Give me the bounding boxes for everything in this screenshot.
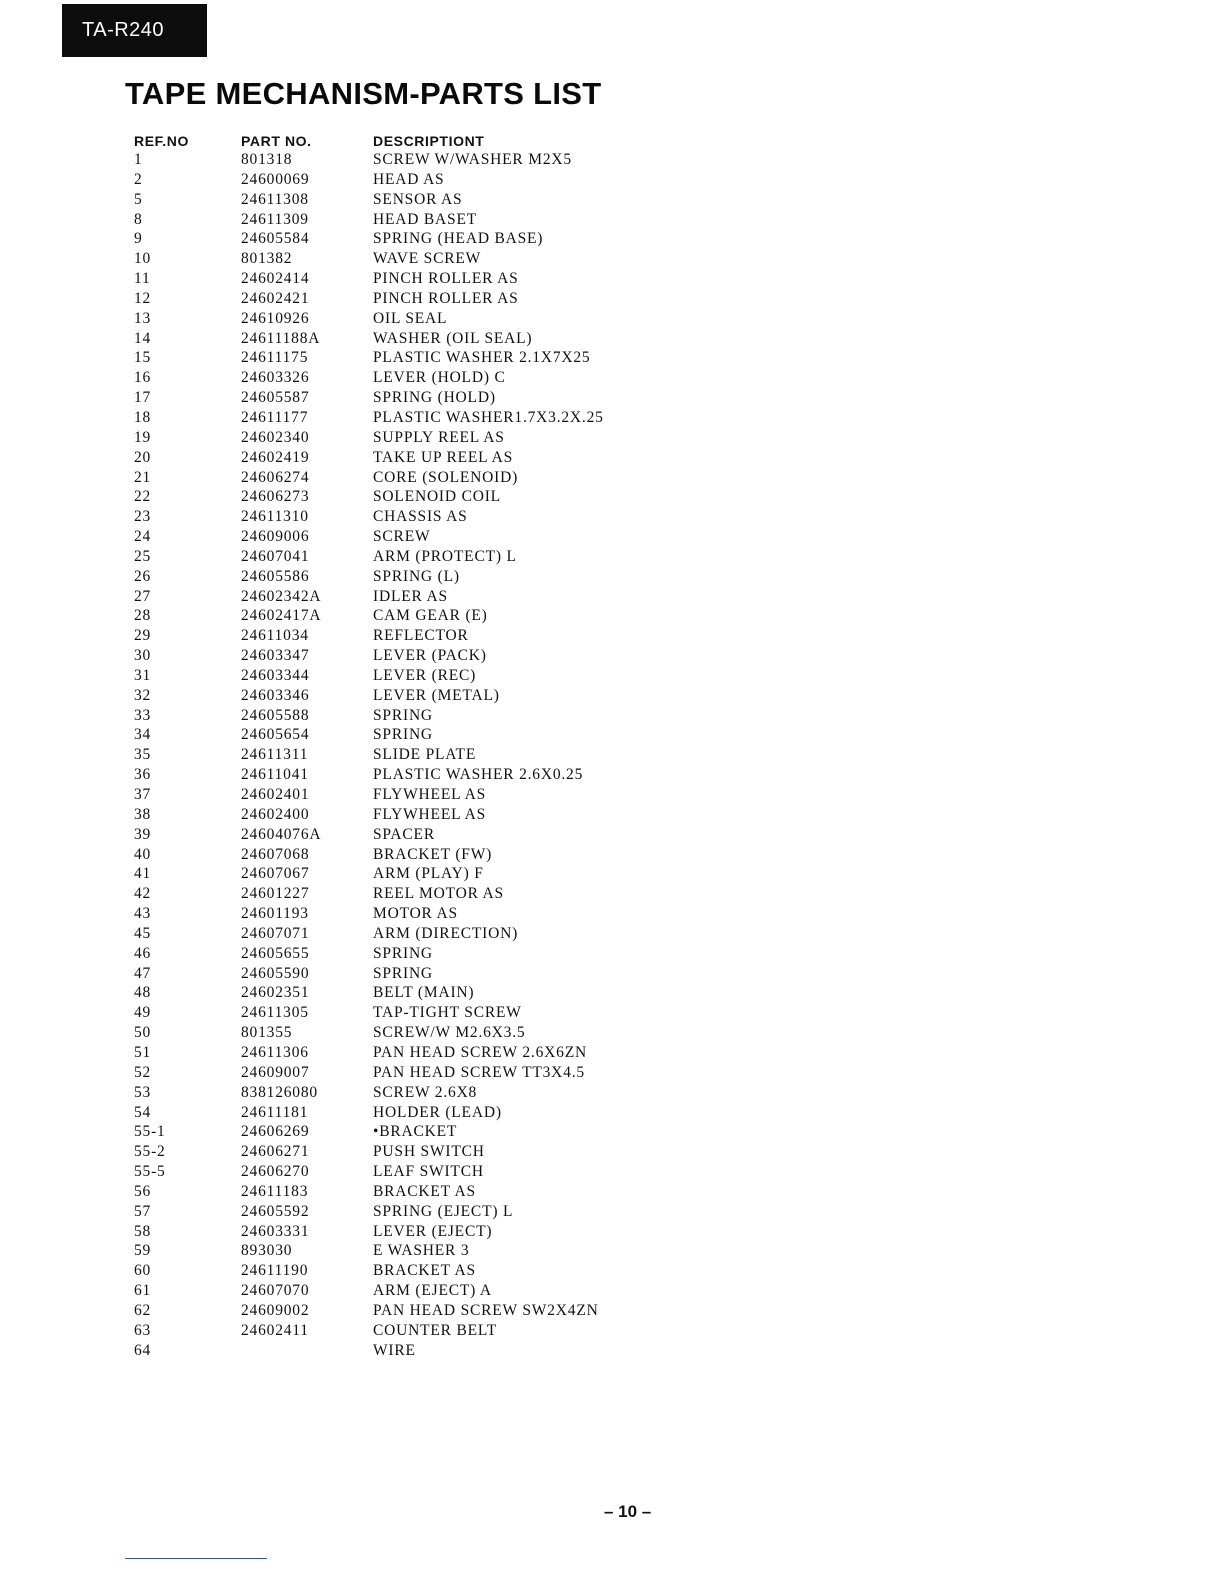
ref-no-cell: 56 — [134, 1182, 152, 1200]
part-no-cell: 24601193 — [241, 905, 309, 923]
part-no-cell: 24606273 — [241, 488, 310, 506]
description-cell: FLYWHEEL AS — [373, 805, 487, 823]
part-no-cell: 24611188A — [241, 329, 321, 347]
description-cell: PINCH ROLLER AS — [373, 270, 519, 288]
description-cell: SPRING (EJECT) L — [373, 1202, 514, 1220]
ref-no-cell: 38 — [134, 805, 152, 823]
part-no-cell: 24603331 — [241, 1222, 310, 1240]
part-no-cell: 24611306 — [241, 1043, 309, 1061]
ref-no-cell: 8 — [134, 210, 143, 228]
ref-no-cell: 11 — [134, 270, 151, 288]
description-cell: PAN HEAD SCREW SW2X4ZN — [373, 1301, 599, 1319]
ref-no-cell: 25 — [134, 547, 152, 565]
description-cell: SPACER — [373, 825, 435, 843]
ref-no-cell: 2 — [134, 170, 143, 188]
part-no-cell: 24607041 — [241, 547, 310, 565]
part-no-cell: 24611181 — [241, 1103, 309, 1121]
ref-no-cell: 50 — [134, 1024, 152, 1042]
description-cell: CORE (SOLENOID) — [373, 468, 519, 486]
description-cell: BRACKET AS — [373, 1262, 476, 1280]
header-part-no: PART NO. — [241, 133, 312, 149]
ref-no-cell: 32 — [134, 686, 152, 704]
part-no-cell: 24611034 — [241, 627, 309, 645]
description-cell: LEVER (PACK) — [373, 647, 487, 665]
ref-no-cell: 42 — [134, 885, 152, 903]
part-no-cell: 801318 — [241, 151, 293, 168]
description-cell: SCREW W/WASHER M2X5 — [373, 151, 572, 168]
ref-no-cell: 13 — [134, 309, 152, 327]
description-cell: MOTOR AS — [373, 905, 458, 923]
description-cell: LEVER (HOLD) C — [373, 369, 506, 387]
part-no-cell: 24600069 — [241, 170, 310, 188]
description-cell: BRACKET AS — [373, 1182, 476, 1200]
part-no-cell: 24605654 — [241, 726, 310, 744]
model-label: TA-R240 — [82, 19, 165, 41]
part-no-cell: 24611310 — [241, 508, 309, 526]
ref-no-cell: 29 — [134, 627, 152, 645]
part-no-cell: 838126080 — [241, 1083, 318, 1101]
part-no-cell: 24607067 — [241, 865, 310, 883]
ref-no-cell: 49 — [134, 1004, 152, 1022]
header-description: DESCRIPTIONT — [373, 133, 485, 149]
description-cell: WASHER (OIL SEAL) — [373, 329, 533, 347]
ref-no-cell: 23 — [134, 508, 152, 526]
part-no-cell: 24604076A — [241, 825, 322, 843]
description-cell: SPRING — [373, 964, 433, 982]
ref-no-cell: 35 — [134, 746, 152, 764]
part-no-cell: 24602419 — [241, 448, 310, 466]
part-no-cell: 24611309 — [241, 210, 309, 228]
ref-no-cell: 45 — [134, 924, 152, 942]
ref-no-cell: 34 — [134, 726, 152, 744]
description-cell: ARM (DIRECTION) — [373, 924, 519, 942]
description-cell: WAVE SCREW — [373, 250, 482, 268]
ref-no-cell: 60 — [134, 1262, 152, 1280]
ref-no-cell: 41 — [134, 865, 152, 883]
part-no-cell: 24605588 — [241, 706, 310, 724]
description-cell: TAKE UP REEL AS — [373, 448, 514, 466]
part-no-cell: 24602342A — [241, 587, 322, 605]
description-cell: PAN HEAD SCREW TT3X4.5 — [373, 1063, 585, 1081]
ref-no-cell: 47 — [134, 964, 152, 982]
part-no-cell: 24602340 — [241, 428, 310, 446]
ref-no-cell: 48 — [134, 984, 152, 1002]
part-no-cell: 24606274 — [241, 468, 310, 486]
ref-no-cell: 55-2 — [134, 1143, 166, 1161]
part-no-cell: 24605584 — [241, 230, 310, 248]
ref-no-cell: 33 — [134, 706, 152, 724]
ref-no-cell: 62 — [134, 1301, 152, 1319]
part-no-cell: 24602417A — [241, 607, 322, 625]
part-no-cell: 24603346 — [241, 686, 310, 704]
description-cell: HEAD AS — [373, 170, 445, 188]
description-cell: SCREW/W M2.6X3.5 — [373, 1024, 526, 1042]
part-no-cell: 24609006 — [241, 528, 310, 546]
description-cell: REFLECTOR — [373, 627, 469, 645]
part-no-cell: 24611041 — [241, 766, 309, 784]
description-cell: TAP-TIGHT SCREW — [373, 1004, 522, 1022]
part-no-cell: 24611175 — [241, 349, 309, 367]
description-cell: SCREW 2.6X8 — [373, 1083, 478, 1101]
page-title: TAPE MECHANISM-PARTS LIST — [125, 76, 602, 111]
ref-no-cell: 1 — [134, 151, 143, 168]
part-no-cell: 24609007 — [241, 1063, 310, 1081]
part-no-cell: 893030 — [241, 1242, 293, 1260]
part-no-cell: 24602421 — [241, 289, 310, 307]
model-tab — [62, 4, 207, 57]
ref-no-cell: 39 — [134, 825, 152, 843]
ref-no-cell: 64 — [134, 1341, 152, 1359]
description-cell: SLIDE PLATE — [373, 746, 477, 764]
ref-no-cell: 37 — [134, 786, 152, 803]
part-no-cell: 24606271 — [241, 1143, 310, 1161]
part-no-cell: 24606270 — [241, 1163, 310, 1181]
ref-no-cell: 54 — [134, 1103, 152, 1121]
ref-no-cell: 31 — [134, 666, 152, 684]
part-no-cell: 801355 — [241, 1024, 293, 1042]
description-cell: BELT (MAIN) — [373, 984, 475, 1002]
part-no-cell: 24611177 — [241, 408, 309, 426]
ref-no-cell: 20 — [134, 448, 152, 466]
part-no-cell: 24602351 — [241, 984, 310, 1002]
description-cell: FLYWHEEL AS — [373, 786, 487, 803]
description-cell: PLASTIC WASHER 2.6X0.25 — [373, 766, 584, 784]
ref-no-cell: 51 — [134, 1043, 152, 1061]
description-cell: WIRE — [373, 1341, 416, 1359]
part-no-cell: 24611305 — [241, 1004, 309, 1022]
part-no-cell: 24607070 — [241, 1282, 310, 1300]
ref-no-cell: 27 — [134, 587, 152, 605]
description-cell: SCREW — [373, 528, 431, 546]
ref-no-cell: 22 — [134, 488, 152, 506]
description-cell: PLASTIC WASHER1.7X3.2X.25 — [373, 408, 604, 426]
part-no-cell: 24610926 — [241, 309, 310, 327]
ref-no-cell: 55-5 — [134, 1163, 166, 1181]
ref-no-cell: 14 — [134, 329, 152, 347]
ref-no-cell: 40 — [134, 845, 152, 863]
description-cell: IDLER AS — [373, 587, 448, 605]
description-cell: PAN HEAD SCREW 2.6X6ZN — [373, 1043, 587, 1061]
description-cell: CAM GEAR (E) — [373, 607, 488, 625]
description-cell: ARM (PROTECT) L — [373, 547, 517, 565]
part-no-cell: 24611183 — [241, 1182, 309, 1200]
part-no-cell: 24605586 — [241, 567, 310, 585]
ref-no-cell: 5 — [134, 190, 143, 208]
ref-no-cell: 30 — [134, 647, 152, 665]
ref-no-cell: 58 — [134, 1222, 152, 1240]
description-cell: E WASHER 3 — [373, 1242, 470, 1260]
part-no-cell: 24611311 — [241, 746, 309, 764]
ref-no-cell: 61 — [134, 1282, 152, 1300]
ref-no-cell: 28 — [134, 607, 152, 625]
description-cell: OIL SEAL — [373, 309, 448, 327]
ref-no-cell: 52 — [134, 1063, 152, 1081]
ref-no-cell: 12 — [134, 289, 152, 307]
part-no-cell: 24602414 — [241, 270, 310, 288]
description-cell: LEVER (METAL) — [373, 686, 500, 704]
description-cell: HEAD BASET — [373, 210, 478, 228]
part-no-cell: 24605592 — [241, 1202, 310, 1220]
ref-no-cell: 9 — [134, 230, 143, 248]
ref-no-cell: 21 — [134, 468, 152, 486]
description-cell: SPRING — [373, 726, 433, 744]
ref-no-cell: 63 — [134, 1321, 152, 1339]
description-cell: PLASTIC WASHER 2.1X7X25 — [373, 349, 591, 367]
part-no-cell: 24601227 — [241, 885, 310, 903]
description-cell: SOLENOID COIL — [373, 488, 501, 506]
description-cell: SPRING — [373, 944, 433, 962]
description-cell: SENSOR AS — [373, 190, 463, 208]
ref-no-cell: 26 — [134, 567, 152, 585]
part-no-cell: 24602411 — [241, 1321, 309, 1339]
part-no-cell: 24603347 — [241, 647, 310, 665]
ref-no-cell: 43 — [134, 905, 152, 923]
part-no-cell: 24607071 — [241, 924, 310, 942]
part-no-cell: 24605590 — [241, 964, 310, 982]
part-no-cell: 801382 — [241, 250, 293, 268]
ref-no-cell: 53 — [134, 1083, 152, 1101]
description-cell: LEAF SWITCH — [373, 1163, 484, 1181]
ref-no-cell: 19 — [134, 428, 152, 446]
description-cell: PUSH SWITCH — [373, 1143, 485, 1161]
ref-no-cell: 16 — [134, 369, 152, 387]
ref-no-cell: 57 — [134, 1202, 152, 1220]
part-no-cell: 24605655 — [241, 944, 310, 962]
part-no-cell: 24602401 — [241, 786, 310, 803]
description-cell: ARM (PLAY) F — [373, 865, 484, 883]
part-no-cell: 24602400 — [241, 805, 310, 823]
description-cell: COUNTER BELT — [373, 1321, 497, 1339]
part-no-cell: 24607068 — [241, 845, 310, 863]
description-cell: SUPPLY REEL AS — [373, 428, 505, 446]
description-cell: ARM (EJECT) A — [373, 1282, 492, 1300]
part-no-cell: 24606269 — [241, 1123, 310, 1141]
part-no-cell: 24611190 — [241, 1262, 309, 1280]
ref-no-cell: 36 — [134, 766, 152, 784]
ref-no-cell: 10 — [134, 250, 152, 268]
part-no-cell: 24605587 — [241, 389, 310, 407]
ref-no-cell: 17 — [134, 389, 152, 407]
description-cell: REEL MOTOR AS — [373, 885, 504, 903]
description-cell: SPRING (HEAD BASE) — [373, 230, 544, 248]
description-cell: SPRING (L) — [373, 567, 460, 585]
description-cell: SPRING (HOLD) — [373, 389, 496, 407]
ref-no-cell: 24 — [134, 528, 152, 546]
part-no-cell: 24603326 — [241, 369, 310, 387]
description-cell: SPRING — [373, 706, 433, 724]
page-number: – 10 – — [604, 1502, 652, 1521]
header-ref-no: REF.NO — [134, 133, 189, 149]
description-cell: PINCH ROLLER AS — [373, 289, 519, 307]
ref-no-cell: 59 — [134, 1242, 152, 1260]
description-cell: LEVER (EJECT) — [373, 1222, 493, 1240]
description-cell: LEVER (REC) — [373, 666, 477, 684]
part-no-cell: 24609002 — [241, 1301, 310, 1319]
ref-no-cell: 18 — [134, 408, 152, 426]
part-no-cell: 24611308 — [241, 190, 309, 208]
description-cell: CHASSIS AS — [373, 508, 468, 526]
description-cell: •BRACKET — [373, 1123, 458, 1141]
ref-no-cell: 46 — [134, 944, 152, 962]
part-no-cell: 24603344 — [241, 666, 310, 684]
ref-no-cell: 15 — [134, 349, 152, 367]
footer-rule — [125, 1558, 267, 1559]
description-cell: HOLDER (LEAD) — [373, 1103, 502, 1121]
ref-no-cell: 55-1 — [134, 1123, 166, 1141]
description-cell: BRACKET (FW) — [373, 845, 493, 863]
